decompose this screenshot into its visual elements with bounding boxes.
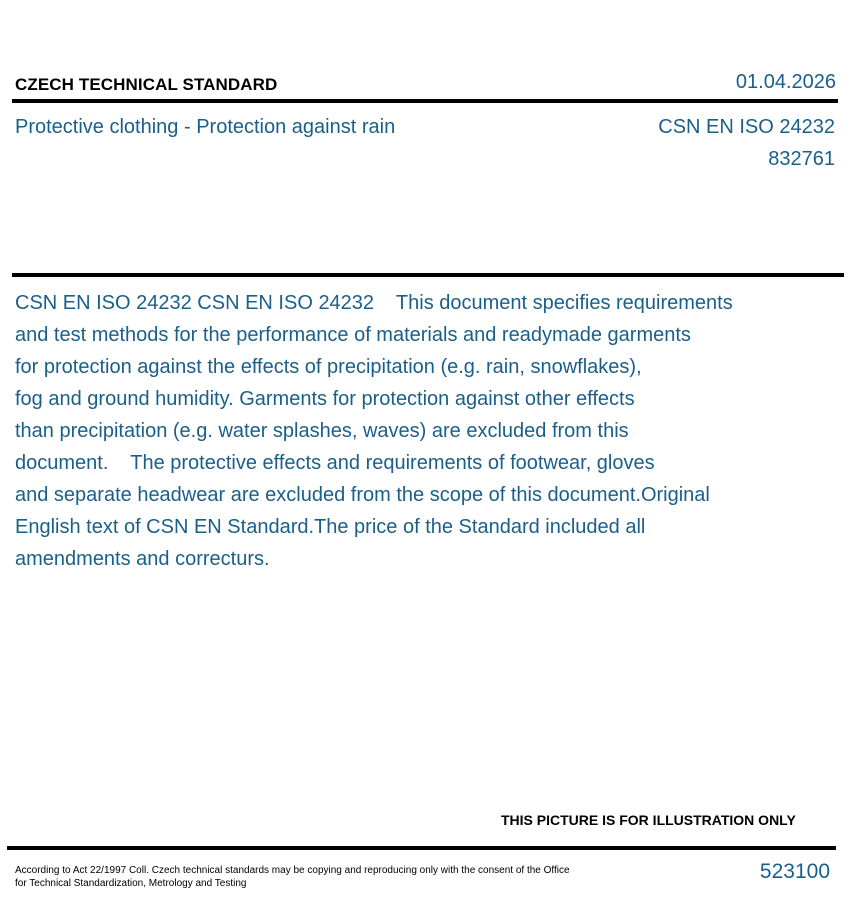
standard-description: CSN EN ISO 24232 CSN EN ISO 24232 This document specifies requirements and test methods for the performance of materials and readymade garments for protection against the effects of precipitation (e.g. rain, snowflakes), fog and ground humidity. Garments for protection against other effects than precipitation (e.g. water splashes, waves) are excluded from this document. The protective effects and requirements of footwear, gloves and separate headwear are excluded from the scope of this document.Original English text of CSN EN Standard.The price of the Standard included all amendments and correcturs.	[15, 292, 733, 570]
legal-notice-line-1: According to Act 22/1997 Coll. Czech technical standards may be copying and reproducing only with the consent of the Office	[15, 865, 570, 876]
standard-subject: Protective clothing - Protection against rain	[15, 116, 396, 138]
page-code: 523100	[759, 860, 830, 883]
section-divider	[12, 273, 844, 277]
publication-date: 01.04.2026	[735, 71, 836, 93]
illustration-notice: THIS PICTURE IS FOR ILLUSTRATION ONLY	[501, 812, 796, 828]
header-divider	[12, 99, 838, 103]
legal-notice-line-2: for Technical Standardization, Metrology and Testing	[15, 878, 247, 889]
standard-code: CSN EN ISO 24232	[658, 116, 835, 138]
classification-number: 832761	[768, 148, 835, 170]
footer-divider	[7, 846, 836, 850]
legal-notice	[15, 864, 595, 890]
document-header-title: CZECH TECHNICAL STANDARD	[15, 75, 278, 94]
